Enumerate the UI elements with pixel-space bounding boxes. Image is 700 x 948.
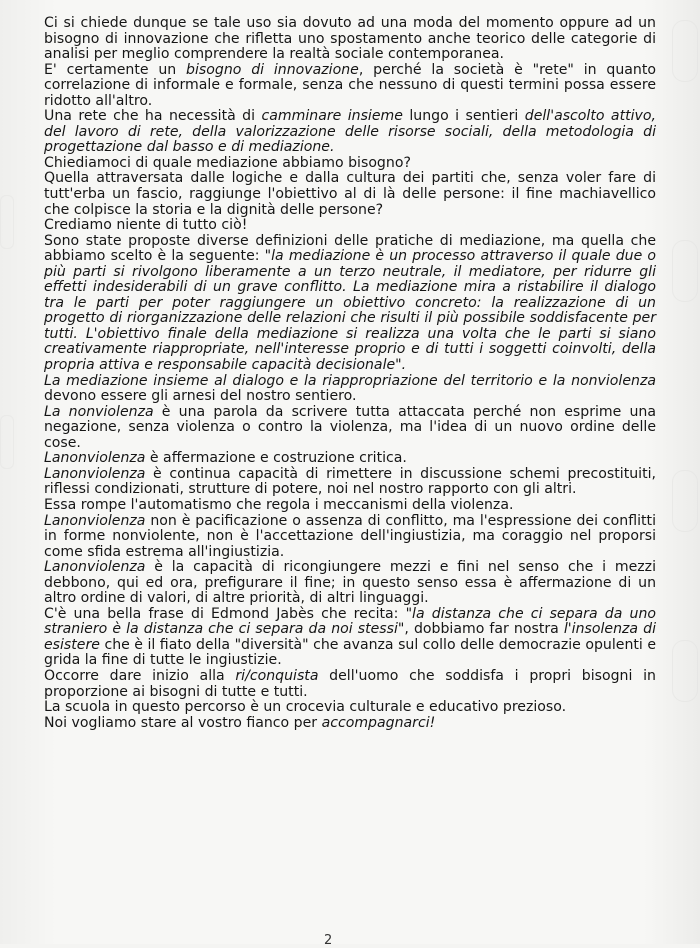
text-run: è affermazione e costruzione critica. — [145, 450, 407, 467]
watermark-mark — [672, 20, 698, 82]
watermark-mark — [0, 195, 14, 249]
italic-text: camminare insieme — [261, 108, 403, 125]
text-run: La scuola in questo percorso è un crocevia culturale e educativo prezioso. — [44, 699, 567, 716]
italic-text: La mediazione insieme al dialogo e la riappropriazione del territorio e la nonviolenza — [44, 372, 656, 389]
paragraph — [44, 63, 656, 110]
italic-text: Lanonviolenza — [44, 450, 146, 467]
italic-text: Lanonviolenza — [44, 559, 146, 576]
watermark-mark — [672, 470, 698, 532]
paragraph — [44, 498, 656, 514]
text-run: Noi vogliamo stare al vostro fianco per — [44, 714, 322, 731]
paragraph — [44, 218, 656, 234]
text-run: , dobbiamo far nostra — [404, 621, 564, 638]
text-run: che è il fiato della "diversità" che avanza sul collo delle democrazie opulenti e grida la fine di tutte le ingiustizie. — [44, 636, 656, 669]
text-run: Sono state proposte diverse definizioni delle pratiche di mediazione, ma quella che abbiamo scelto è la seguente: — [44, 232, 656, 265]
italic-text: "la distanza che ci separa da uno straniero è la distanza che ci separa da noi stessi" — [44, 605, 656, 638]
text-run: è la capacità di ricongiungere mezzi e fini nel senso che i mezzi debbono, qui ed ora, prefigurare il fine; in questo senso essa è affermazione di un altro ordine di valori, di altre priorità, di altri linguaggi. — [44, 559, 656, 607]
paragraph — [44, 374, 656, 405]
italic-text: La nonviolenza — [44, 403, 154, 420]
text-run: Una rete che ha necessità di — [44, 108, 262, 125]
italic-text: bisogno di innovazione — [186, 61, 359, 78]
body-text — [44, 16, 656, 731]
paragraph — [44, 560, 656, 607]
paragraph — [44, 234, 656, 374]
italic-text: "la mediazione è un processo attraverso il quale due o più parti si rivolgono liberamente a un terzo neutrale, il mediatore, per ridurre gli effetti indesiderabili di un grave conflitto. La mediazione mira a ristabilire il dialogo tra le parti per poter raggiungere un obiettivo concreto: la realizzazione di un progetto di riorganizzazione delle relazioni che risulti il più possibile soddisfacente per tutti. L'obiettivo finale della mediazione si realizza una volta che le parti si siano creativamente riappropriate, nell'interesse proprio e di tutti i soggetti coinvolti, della propria attiva e responsabile capacità decisionale". — [44, 248, 657, 374]
paragraph — [44, 467, 656, 498]
paragraph — [44, 451, 656, 467]
paragraph — [44, 109, 656, 156]
italic-text: accompagnarci! — [321, 714, 436, 731]
text-run: Crediamo niente di tutto ciò! — [44, 217, 248, 234]
paragraph — [44, 716, 656, 732]
paragraph — [44, 700, 656, 716]
italic-text: Lanonviolenza — [44, 465, 146, 482]
paragraph — [44, 669, 656, 700]
text-run: Ci si chiede dunque se tale uso sia dovuto ad una moda del momento oppure ad un bisogno di innovazione che rifletta uno spostamento anche teorico delle categorie di analisi per meglio comprendere la realtà sociale contemporanea. — [44, 15, 656, 63]
paragraph — [44, 607, 656, 669]
text-run: , perché la società è "rete" in quanto correlazione di informale e formale, senza che nessuno di questi termini possa essere ridotto all'altro. — [44, 61, 657, 109]
text-run: Quella attraversata dalle logiche e dalla cultura dei partiti che, senza voler fare di tutt'erba un fascio, raggiunge l'obiettivo al di là delle persone: il fine machiavellico che colpisce la storia e la dignità delle persone? — [44, 170, 656, 218]
paragraph — [44, 16, 656, 63]
italic-text: ri/conquista — [235, 667, 319, 684]
watermark-mark — [672, 240, 698, 302]
paragraph — [44, 514, 656, 561]
italic-text: l'insolenza di esistere — [44, 621, 656, 653]
watermark-mark — [672, 640, 698, 702]
text-run: lungo i sentieri — [402, 108, 525, 125]
text-run: dell'uomo che soddisfa i propri bisogni in proporzione ai bisogni di tutte e tutti. — [44, 667, 656, 700]
text-run: è una parola da scrivere tutta attaccata perché non esprime una negazione, senza violenza o contro la violenza, ma l'idea di un nuovo ordine delle cose. — [44, 403, 657, 451]
text-run: non è pacificazione o assenza di conflitto, ma l'espressione dei conflitti in forme nonviolente, non è l'accettazione dell'ingiustizia, ma coraggio nel proporsi come sfida estrema all'ingiustizia. — [44, 512, 656, 560]
watermark-mark — [0, 415, 14, 469]
text-run: C'è una bella frase di Edmond Jabès che recita: — [44, 605, 406, 622]
paragraph — [44, 156, 656, 172]
italic-text: Lanonviolenza — [44, 512, 146, 529]
text-run: devono essere gli arnesi del nostro sentiero. — [44, 388, 357, 405]
paragraph — [44, 405, 656, 452]
paragraph — [44, 171, 656, 218]
text-run: Chiediamoci di quale mediazione abbiamo bisogno? — [44, 154, 411, 171]
text-run: E' certamente un — [44, 61, 187, 78]
italic-text: dell'ascolto attivo, del lavoro di rete, della valorizzazione delle risorse sociali, della metodologia di progettazione dal basso e di mediazione. — [44, 108, 656, 156]
page-number: 2 — [324, 933, 333, 948]
text-run: Occorre dare inizio alla — [44, 667, 236, 684]
text-run: Essa rompe l'automatismo che regola i meccanismi della violenza. — [44, 496, 514, 513]
text-run: è continua capacità di rimettere in discussione schemi precostituiti, riflessi condizionati, strutture di potere, noi nel nostro rapporto con gli altri. — [44, 465, 656, 498]
